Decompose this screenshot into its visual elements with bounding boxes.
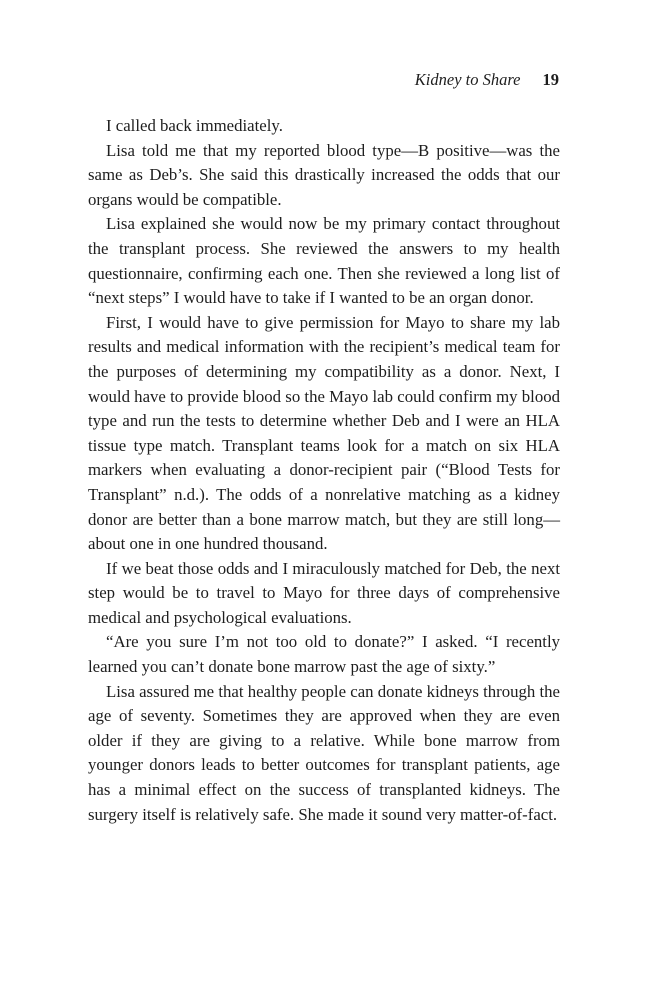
page-number: 19: [542, 70, 559, 89]
paragraph: I called back immediately.: [106, 116, 283, 135]
paragraph: “Are you sure I’m not too old to donate?” I asked. “I recently learned you can’t donate bone marrow past the age of sixty.”: [88, 632, 560, 677]
paragraph: Lisa told me that my reported blood type—B positive—was the same as Deb’s. She said this drastically increased the odds that our organs would be compatible.: [88, 140, 560, 209]
paragraph: Lisa explained she would now be my primary contact throughout the transplant process. She reviewed the answers to my health questionnaire, confirming each one. Then she reviewed a long list of “next steps” I would have to take if I wanted to be an organ donor.: [88, 214, 560, 308]
running-head-title: Kidney to Share: [414, 70, 521, 89]
running-head: [415, 70, 559, 90]
paragraph: Lisa assured me that healthy people can donate kidneys through the age of seventy. Sometimes they are approved when they are even older if they are giving to a relative. While bone marrow from younger donors leads to better outcomes for transplant patients, age has a minimal effect on the success of transplanted kidneys. The surgery itself is relatively safe. She made it sound very matter-of-fact.: [88, 681, 560, 824]
body-text: [88, 114, 560, 827]
paragraph: First, I would have to give permission for Mayo to share my lab results and medical information with the recipient’s medical team for the purposes of determining my compatibility as a donor. Next, I would have to provide blood so the Mayo lab could confirm my blood type and run the tests to determine whether Deb and I were an HLA tissue type match. Transplant teams look for a match on six HLA markers when evaluating a donor-recipient pair (“Blood Tests for Transplant” n.d.). The odds of a nonrelative matching as a kidney donor are better than a bone marrow match, but they are still long—about one in one hundred thousand.: [88, 312, 560, 554]
paragraph: If we beat those odds and I miraculously matched for Deb, the next step would be to travel to Mayo for three days of comprehensive medical and psychological evaluations.: [88, 558, 560, 627]
